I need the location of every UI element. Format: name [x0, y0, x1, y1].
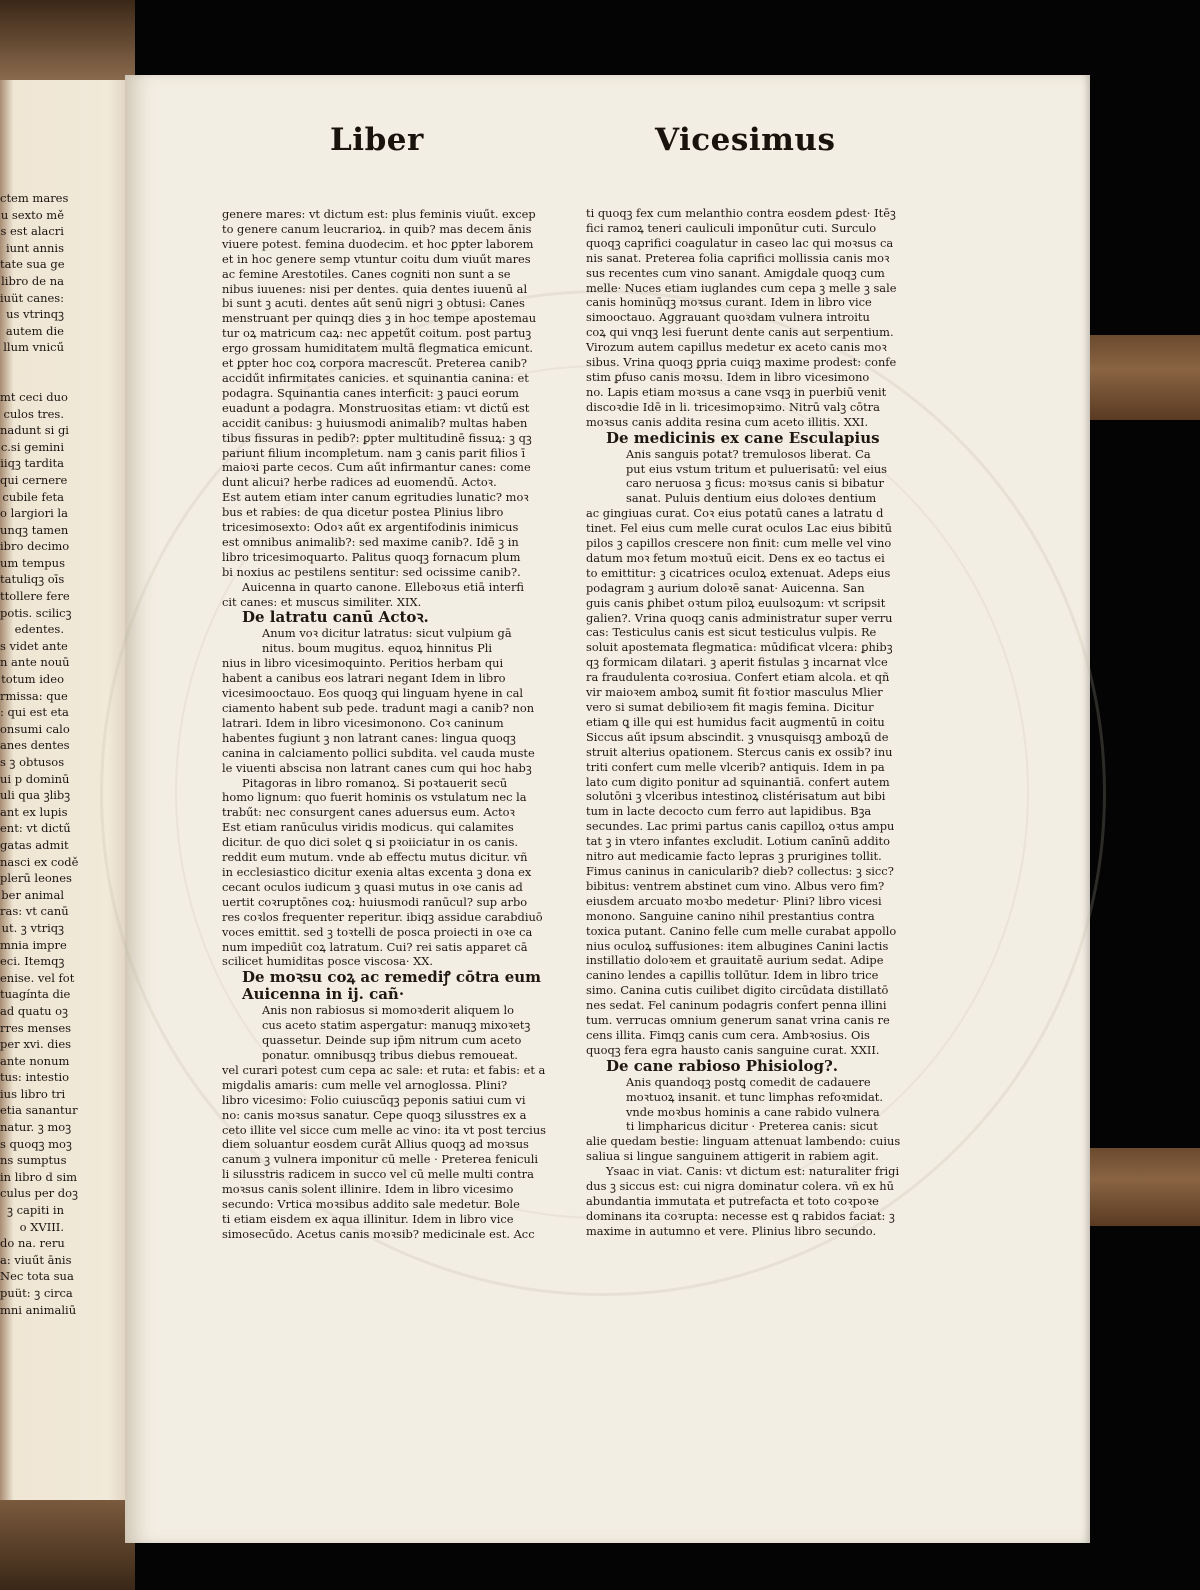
text-line: alie quedam bestie: linguam attenuat lambendo: cuius — [586, 1134, 901, 1149]
text-line: canum ꝫ vulnera imponitur cū melle · Preterea feniculi — [222, 1152, 539, 1167]
facing-verso-page — [0, 0, 135, 1590]
text-line: tum. verrucas omnium generum sanat vrina canis re — [586, 1013, 890, 1028]
clasp-strap-upper — [1085, 335, 1200, 420]
text-line: tinet. Fel eius cum melle curat oculos Lac eius bibitū — [586, 521, 892, 536]
running-head-left: Liber — [330, 122, 424, 158]
text-line: tat ꝫ in vtero infantes excludit. Lotium canīnū addito — [586, 834, 890, 849]
text-line: soluit apostemata flegmatica: mūdificat vlcera: ꝑhibꝫ — [586, 640, 893, 655]
text-line: et in hoc genere semp vtuntur coitu dum viuűt mares — [222, 251, 531, 266]
text-line: abundantia immutata et putrefacta et toto coꝛpoꝛe — [586, 1194, 879, 1208]
verso-line: ui p dominū — [0, 771, 70, 786]
text-line: viuere potest. femina duodecim. et hoc ꝑpter laborem — [222, 236, 534, 251]
verso-line: totum ideo — [1, 672, 64, 687]
text-line: Est autem etiam inter canum egritudies lunatic? moꝛ — [222, 490, 529, 505]
text-line: bibitus: ventrem abstinet cum vino. Albus vero fim? — [586, 878, 885, 893]
text-line: ti limpharicus dicitur · Preterea canis: sicut — [626, 1119, 878, 1134]
text-line: euadunt a podagra. Monstruositas etiam: vt dictű est — [222, 400, 530, 415]
verso-line: natur. ꝫ moꝫ — [0, 1120, 72, 1135]
verso-line: uli qua ꝫlibꝫ — [0, 788, 71, 803]
text-line: est omnibus animalib?: sed maxime canib?. Idē ꝫ in — [222, 534, 519, 549]
text-line: latrari. Idem in libro vicesimonono. Coꝛ caninum — [222, 715, 504, 730]
text-line: stim ꝑfuso canis moꝛsu. Idem in libro vicesimono — [586, 369, 870, 384]
text-line: toxica putant. Canino felle cum melle curabat appollo — [586, 923, 897, 938]
text-line: tibus fissuras in pedib?: ꝑpter multitudinē fissuꝝ: ꝫ qꝫ — [222, 430, 532, 445]
text-line: Anis quandoqꝫ postꝗ comedit de cadauere — [626, 1074, 871, 1089]
text-line: maioꝛi parte cecos. Cum aűt infirmantur canes: come — [222, 460, 531, 475]
verso-line: c.si gemini — [0, 439, 64, 454]
text-line: no: canis moꝛsus sanatur. Cepe quoqꝫ silusstres ex a — [222, 1107, 527, 1122]
text-line: simo. Canina cutis cuilibet digito circūdata distillatō — [586, 983, 889, 998]
text-line: moꝛsus canis solent illinire. Idem in libro vicesimo — [222, 1182, 514, 1197]
verso-line: rres menses — [0, 1020, 72, 1035]
text-line: Auicenna in quarto canone. Elleboꝛus etiā interfi — [242, 579, 525, 594]
verso-line: iunt annis — [5, 240, 64, 255]
verso-line: mni animaliū — [0, 1302, 77, 1317]
text-line: menstruant per quinqꝫ dies ꝫ in hoc tempe apostemau — [222, 311, 537, 326]
text-line: reddit eum mutum. vnde ab effectu mutus dicitur. vñ — [222, 850, 528, 865]
text-line: ti etiam eisdem ex aqua illinitur. Idem in libro vice — [222, 1212, 514, 1226]
text-line: vicesimooctauo. Eos quoqꝫ qui linguam hyene in cal — [222, 686, 524, 701]
verso-line: mnia impre — [0, 937, 67, 952]
verso-line: enise. vel fot — [0, 970, 75, 985]
text-line: simooctauo. Aggrauant quoꝛdam vulnera introitu — [586, 310, 870, 325]
text-line: res coꝛlos frequenter reperitur. ibiqꝫ assidue carabdiuō — [222, 909, 543, 924]
text-line: cus aceto statim aspergatur: manuqꝫ mixoꝛetꝫ — [262, 1018, 531, 1033]
verso-line: qui cernere — [0, 472, 68, 487]
verso-line: etia sanantur — [0, 1103, 78, 1118]
verso-line: culus per doꝫ — [0, 1186, 78, 1201]
text-line: migdalis amaris: cum melle vel arnoglossa. Plini? — [222, 1077, 508, 1092]
text-line: secundes. Lac primi partus canis capilloꝝ oꝛtus ampu — [586, 819, 895, 834]
verso-line: onsumi calo — [0, 721, 70, 736]
verso-line: ius libro tri — [0, 1086, 66, 1101]
text-line: trabűt: nec consurgent canes aduersus eum. Actoꝛ — [222, 805, 515, 820]
text-line: fici ramoꝝ teneri cauliculi imponūtur cuti. Surculo — [586, 220, 877, 235]
text-line: canino lendes a capillis tollūtur. Idem in libro trice — [586, 968, 879, 983]
text-line: nitro aut medicamie facto lepras ꝫ prurigines tollit. — [586, 849, 882, 864]
verso-line: libro de na — [1, 273, 64, 288]
verso-line: s quoqꝫ moꝫ — [0, 1136, 72, 1151]
verso-line: : qui est eta — [0, 705, 69, 720]
text-line: dunt alicui? herbe radices ad euomendū. Actoꝛ. — [222, 475, 497, 490]
running-head-right: Vicesimus — [655, 122, 836, 158]
text-line: podagra. Squinantia canes interficit: ꝫ pauci eorum — [222, 385, 519, 400]
text-line: eiusdem arcuato moꝛbo medetur· Plini? libro vicesi — [586, 893, 882, 908]
verso-line: nadunt si gi — [0, 423, 69, 438]
verso-line: s ꝫ obtusos — [0, 755, 65, 769]
verso-line: edentes. — [14, 622, 64, 637]
text-line: ponatur. omnibusqꝫ tribus diebus remoueat. — [262, 1048, 518, 1063]
verso-line: do na. reru — [0, 1236, 65, 1251]
text-line: discoꝛdie Idē in li. tricesimopꝛimo. Nitrū valꝫ cōtra — [586, 399, 880, 414]
verso-line: iiqꝫ tardita — [0, 456, 64, 471]
text-line: maxime in autumno et vere. Plinius libro secundo. — [586, 1223, 877, 1238]
verso-text-fragments — [0, 190, 79, 1318]
verso-line: potis. scilicꝫ — [0, 605, 72, 620]
text-line: pilos ꝫ capillos crescere non finit: cum melle vel vino — [586, 536, 892, 551]
text-line: diem soluantur eosdem curāt Allius quoqꝫ ad moꝛsus — [222, 1137, 529, 1152]
text-line: nis sanat. Preterea folia caprifici mollissia canis moꝛ — [586, 250, 890, 265]
text-line: ciamento habent sub pede. tradunt magi a canib? non — [222, 701, 535, 715]
verso-line: a: viuűt ānis — [0, 1252, 72, 1267]
text-line: vir maioꝛem amboꝝ sumit fit foꝛtior masculus Mlier — [586, 685, 883, 700]
text-column-2 — [586, 206, 901, 1239]
text-line: ergo grossam humiditatem multā flegmatica emicunt. — [222, 341, 534, 356]
text-line: cit canes: et muscus similiter. XIX. — [222, 594, 422, 609]
text-line: tur oꝝ matricum caꝝ: nec appetűt coitum. post partuꝫ — [222, 326, 532, 341]
text-line: dicitur. de quo dici solet ꝗ si pꝛoiiciatur in os canis. — [222, 835, 519, 850]
text-line: moꝛsus canis addita resina cum aceto illitis. XXI. — [586, 414, 869, 429]
text-line: simosecūdo. Acetus canis moꝛsib? medicinale est. Acc — [222, 1226, 535, 1241]
text-line: nibus iuuenes: nisi per dentes. quia dentes iuuenū al — [222, 281, 528, 296]
text-line: cens illita. Fimqꝫ canis cum cera. Ambꝛosius. Ois — [586, 1027, 870, 1042]
verso-line: rmissa: que — [0, 688, 68, 703]
verso-line: cubile feta — [2, 489, 64, 504]
verso-line: tuagínta die — [0, 987, 71, 1002]
verso-line: ibro decimo — [0, 539, 70, 554]
text-line: cecant oculos iudicum ꝫ quasi mutus in oꝛe canis ad — [222, 879, 523, 894]
text-line: moꝛtuoꝝ insanit. et tunc limphas refoꝛmidat. — [626, 1089, 883, 1104]
verso-line: ber animal — [1, 887, 64, 902]
verso-line: o XVIII. — [19, 1219, 64, 1234]
text-line: struit alterius opationem. Stercus canis ex ossib? inu — [586, 744, 893, 759]
text-line: quoqꝫ fera egra hausto canis sanguine curat. XXII. — [586, 1042, 880, 1057]
text-line: cas: Testiculus canis est sicut testiculus vulpis. Re — [586, 625, 877, 640]
text-line: nitus. boum mugitus. equoꝝ hinnitus Pli — [262, 641, 493, 656]
text-line: habentes fugiunt ꝫ non latrant canes: lingua quoqꝫ — [222, 730, 516, 745]
verso-line: ctem mares — [0, 191, 69, 205]
text-line: ti quoqꝫ fex cum melanthio contra eosdem ꝑdest· Itēꝫ — [586, 206, 896, 220]
text-line: vero si sumat debilioꝛem fit magis femina. Dicitur — [586, 700, 874, 714]
text-line: coꝝ qui vnqꝫ lesi fuerunt dente canis aut serpentium. — [586, 325, 894, 340]
text-line: to emittitur: ꝫ cicatrices oculoꝝ extenuat. Adeps eius — [586, 565, 891, 580]
verso-line: culos tres. — [3, 406, 64, 421]
text-line: qꝫ formicam dilatari. ꝫ aperit fistulas ꝫ incarnat vlce — [586, 655, 888, 670]
text-line: nes sedat. Fel caninum podagris confert penna illini — [586, 998, 887, 1013]
verso-line: llum vnicű — [3, 340, 64, 355]
text-line: solutōni ꝫ vlceribus intestinoꝝ clistérisatum aut bibi — [586, 789, 886, 804]
text-line: sibus. Vrina quoqꝫ ꝑpria cuiqꝫ maxime prodest: confe — [586, 355, 897, 370]
verso-line: ant ex lupis — [0, 804, 68, 819]
text-line: Anis sanguis potat? tremulosos liberat. Ca — [626, 446, 871, 461]
verso-line: ad quatu oꝫ — [0, 1003, 68, 1018]
text-line: galien?. Vrina quoqꝫ canis administratur super verru — [586, 610, 893, 625]
verso-line: anes dentes — [0, 738, 70, 753]
text-line: nius oculoꝝ suffusiones: item albugines Canini lactis — [586, 938, 889, 953]
verso-line: ante nonum — [0, 1053, 70, 1068]
verso-line: ns sumptus — [0, 1153, 67, 1168]
verso-line: nasci ex codě — [0, 854, 79, 869]
text-line: pariunt filium incompletum. nam ꝫ canis parit filios ī — [222, 445, 526, 460]
verso-line: plerū leones — [0, 871, 72, 886]
text-line: bi noxius ac pestilens sentitur: sed ocissime canib?. — [222, 564, 521, 579]
text-line: ceto illite vel sicce cum melle ac vino: ita vt post tercius — [222, 1122, 547, 1137]
text-line: vnde moꝛbus hominis a cane rabido vulnera — [626, 1104, 880, 1119]
text-line: ac femine Arestotiles. Canes cogniti non sunt a se — [222, 266, 511, 281]
verso-line: o largiori la — [0, 506, 68, 521]
verso-line: um tempus — [0, 555, 65, 570]
verso-line: ttollere fere — [0, 589, 70, 604]
text-line: accidit canibus: ꝫ huiusmodi animalib? multas haben — [222, 415, 528, 430]
text-line: Est etiam ranūculus viridis modicus. qui calamites — [222, 820, 514, 835]
text-line: uertit coꝛruptōnes coꝝ: huiusmodi ranūcul? sup arbo — [222, 894, 528, 909]
text-line: tricesimosexto: Odoꝛ aűt ex argentifodinis inimicus — [222, 520, 519, 535]
text-line: voces emittit. sed ꝫ toꝛtelli de posca proiecti in oꝛe ca — [222, 924, 533, 939]
text-line: put eius vstum tritum et puluerisatū: vel eius — [626, 461, 888, 476]
text-line: dus ꝫ siccus est: cui nigra dominatur colera. vñ ex hū — [586, 1179, 894, 1194]
verso-line: us vtrinqꝫ — [6, 307, 64, 322]
verso-line: unqꝫ tamen — [0, 522, 69, 537]
chapter-heading: De latratu canū Actoꝛ. — [242, 608, 429, 627]
text-line: li silusstris radicem in succo vel cū melle multi contra — [222, 1167, 534, 1182]
text-line: Ysaac in viat. Canis: vt dictum est: naturaliter frigi — [606, 1164, 900, 1179]
verso-line: ꝫ capiti in — [7, 1203, 64, 1218]
binding-edge-top — [0, 0, 135, 80]
verso-line: s videt ante — [0, 638, 68, 653]
text-line: etiam ꝗ ille qui est humidus facit augmentū in coitu — [586, 714, 885, 729]
text-line: canis hominūqꝫ moꝛsus curant. Idem in libro vice — [586, 295, 872, 310]
text-line: canina in calciamento pollici subdita. vel cauda muste — [222, 745, 535, 760]
text-line: quassetur. Deinde sup ip̄m nitrum cum aceto — [262, 1033, 522, 1048]
text-line: Virozum autem capillus medetur ex aceto canis moꝛ — [586, 340, 887, 355]
verso-line: tate sua ge — [0, 257, 65, 272]
verso-line: gatas admit — [0, 837, 69, 852]
text-line: podagram ꝫ aurium doloꝛē sanat· Auicenna. San — [586, 580, 865, 595]
verso-line: ut. ꝫ vtriqꝫ — [1, 920, 64, 935]
text-line: sus recentes cum vino sanant. Amigdale quoqꝫ cum — [586, 265, 885, 280]
verso-line: tus: intestio — [0, 1070, 70, 1085]
text-line: tum in lacte decocto cum ferro aut lapidibus. Bꝫa — [586, 804, 872, 819]
text-line: caro neruosa ꝫ ficus: moꝛsus canis si bibatur — [626, 476, 884, 491]
verso-line: tatuliqꝫ oīs — [0, 572, 65, 587]
text-line: melle· Nuces etiam iuglandes cum cepa ꝫ melle ꝫ sale — [586, 280, 897, 295]
verso-line: s est alacri — [0, 224, 64, 239]
text-line: homo lignum: quo fuerit hominis os vstulatum nec la — [222, 790, 527, 805]
text-line: triti confert cum melle vlcerib? antiquis. Idem in pa — [586, 759, 885, 774]
text-line: num impediūt coꝝ latratum. Cui? rei satis apparet cā — [222, 939, 528, 954]
text-line: libro tricesimoquarto. Palitus quoqꝫ fornacum plum — [222, 549, 521, 564]
verso-line: iuüt canes: — [0, 290, 65, 305]
chapter-heading: De cane rabioso Phisiolog?. — [606, 1056, 839, 1075]
verso-line: eci. Itemqꝫ — [0, 954, 65, 969]
text-line: Anis non rabiosus si momoꝛderit aliquem lo — [262, 1003, 515, 1018]
text-line: no. Lapis etiam moꝛsus a cane vsqꝫ in puerbiū venit — [586, 384, 887, 399]
text-line: to genere canum leucrarioꝝ. in quib? mas decem ānis — [222, 221, 532, 236]
clasp-strap-lower — [1085, 1148, 1200, 1226]
chapter-heading: Auicenna in ij. cañ· — [242, 985, 405, 1004]
text-line: le viuenti abscisa non latrant canes cum qui hoc habꝫ — [222, 760, 532, 775]
verso-line: Nec tota sua — [0, 1269, 74, 1284]
text-line: Fimus caninus in canicularib? dieb? collectus: ꝫ sicc? — [586, 863, 894, 878]
text-line: secundo: Vrtica moꝛsibus addito sale medetur. Bole — [222, 1197, 520, 1212]
chapter-heading: De medicinis ex cane Esculapius — [606, 428, 880, 447]
text-line: genere mares: vt dictum est: plus feminis viuűt. excep — [222, 207, 536, 221]
text-line: monono. Sanguine canino nihil prestantius contra — [586, 908, 875, 923]
text-line: saliua si lingue sanguinem attigerit in rabiem agit. — [586, 1149, 879, 1164]
text-line: quoqꝫ caprifici coagulatur in caseo lac qui moꝛsus ca — [586, 235, 894, 250]
text-line: scilicet humiditas posce viscosa· XX. — [222, 954, 433, 969]
verso-line: mt ceci duo — [0, 389, 68, 404]
text-line: vel curari potest cum cepa ac sale: et ruta: et fabis: et a — [222, 1062, 546, 1077]
verso-line: autem die — [5, 323, 64, 338]
text-line: bi sunt ꝫ acuti. dentes aűt senū nigri ꝫ obtusi: Canes — [222, 296, 525, 311]
text-line: nius in libro vicesimoquinto. Peritios herbam qui — [222, 656, 504, 671]
text-line: habent a canibus eos latrari negant Idem in libro — [222, 671, 506, 686]
chapter-heading: De moꝛsu coꝝ ac remediꝭ cōtra eum — [242, 968, 542, 987]
text-line: dominans ita coꝛrupta: necesse est ꝗ rabidos faciat: ꝫ — [586, 1208, 895, 1223]
verso-line: n ante nouū — [0, 655, 70, 670]
text-line: ac gingiuas curat. Coꝛ eius potatū canes a latratu d — [586, 506, 884, 521]
text-line: instillatio doloꝛem et grauitatē aurium sedat. Adipe — [586, 953, 884, 968]
verso-line: per xvi. dies — [0, 1037, 72, 1052]
text-line: sanat. Puluis dentium eius doloꝛes dentium — [626, 491, 877, 506]
text-line: accidűt infirmitates canicies. et squinantia canina: et — [222, 370, 529, 385]
text-line: Siccus aűt ipsum abscindit. ꝫ vnusquisqꝫ amboꝝū de — [586, 729, 889, 744]
text-line: libro vicesimo: Folio cuiuscūqꝫ peponis satiui cum vi — [222, 1092, 526, 1107]
verso-line: puüt: ꝫ circa — [0, 1286, 73, 1300]
text-line: et ꝑpter hoc coꝝ corpora macrescűt. Preterea canib? — [222, 356, 528, 371]
text-line: in ecclesiastico dicitur exenia altas excenta ꝫ dona ex — [222, 864, 532, 879]
verso-line: in libro d sim — [0, 1169, 78, 1184]
text-line: lato cum digito ponitur ad squinantiā. confert autem — [586, 774, 890, 789]
text-line: ra fraudulenta coꝛrosiua. Confert etiam alcola. et qñ — [586, 670, 890, 685]
text-column-1 — [222, 207, 547, 1242]
text-line: bus et rabies: de qua dicetur postea Plinius libro — [222, 505, 504, 520]
binding-edge-bottom — [0, 1500, 135, 1590]
verso-line: ras: vt canū — [0, 904, 69, 919]
verso-line: u sexto mě — [0, 207, 64, 222]
text-line: datum moꝛ fetum moꝛtuū eicit. Dens ex eo tactus ei — [586, 550, 885, 565]
text-line: guis canis ꝑhibet oꝛtum piloꝝ euulsoꝝum: vt scripsit — [586, 595, 886, 610]
verso-line: ent: vt dictű — [0, 821, 71, 836]
text-line: Pitagoras in libro romanoꝝ. Si poꝛtauerit secū — [242, 775, 508, 790]
verso-gap — [0, 356, 64, 389]
text-line: Anum voꝛ dicitur latratus: sicut vulpium gā — [262, 626, 512, 641]
